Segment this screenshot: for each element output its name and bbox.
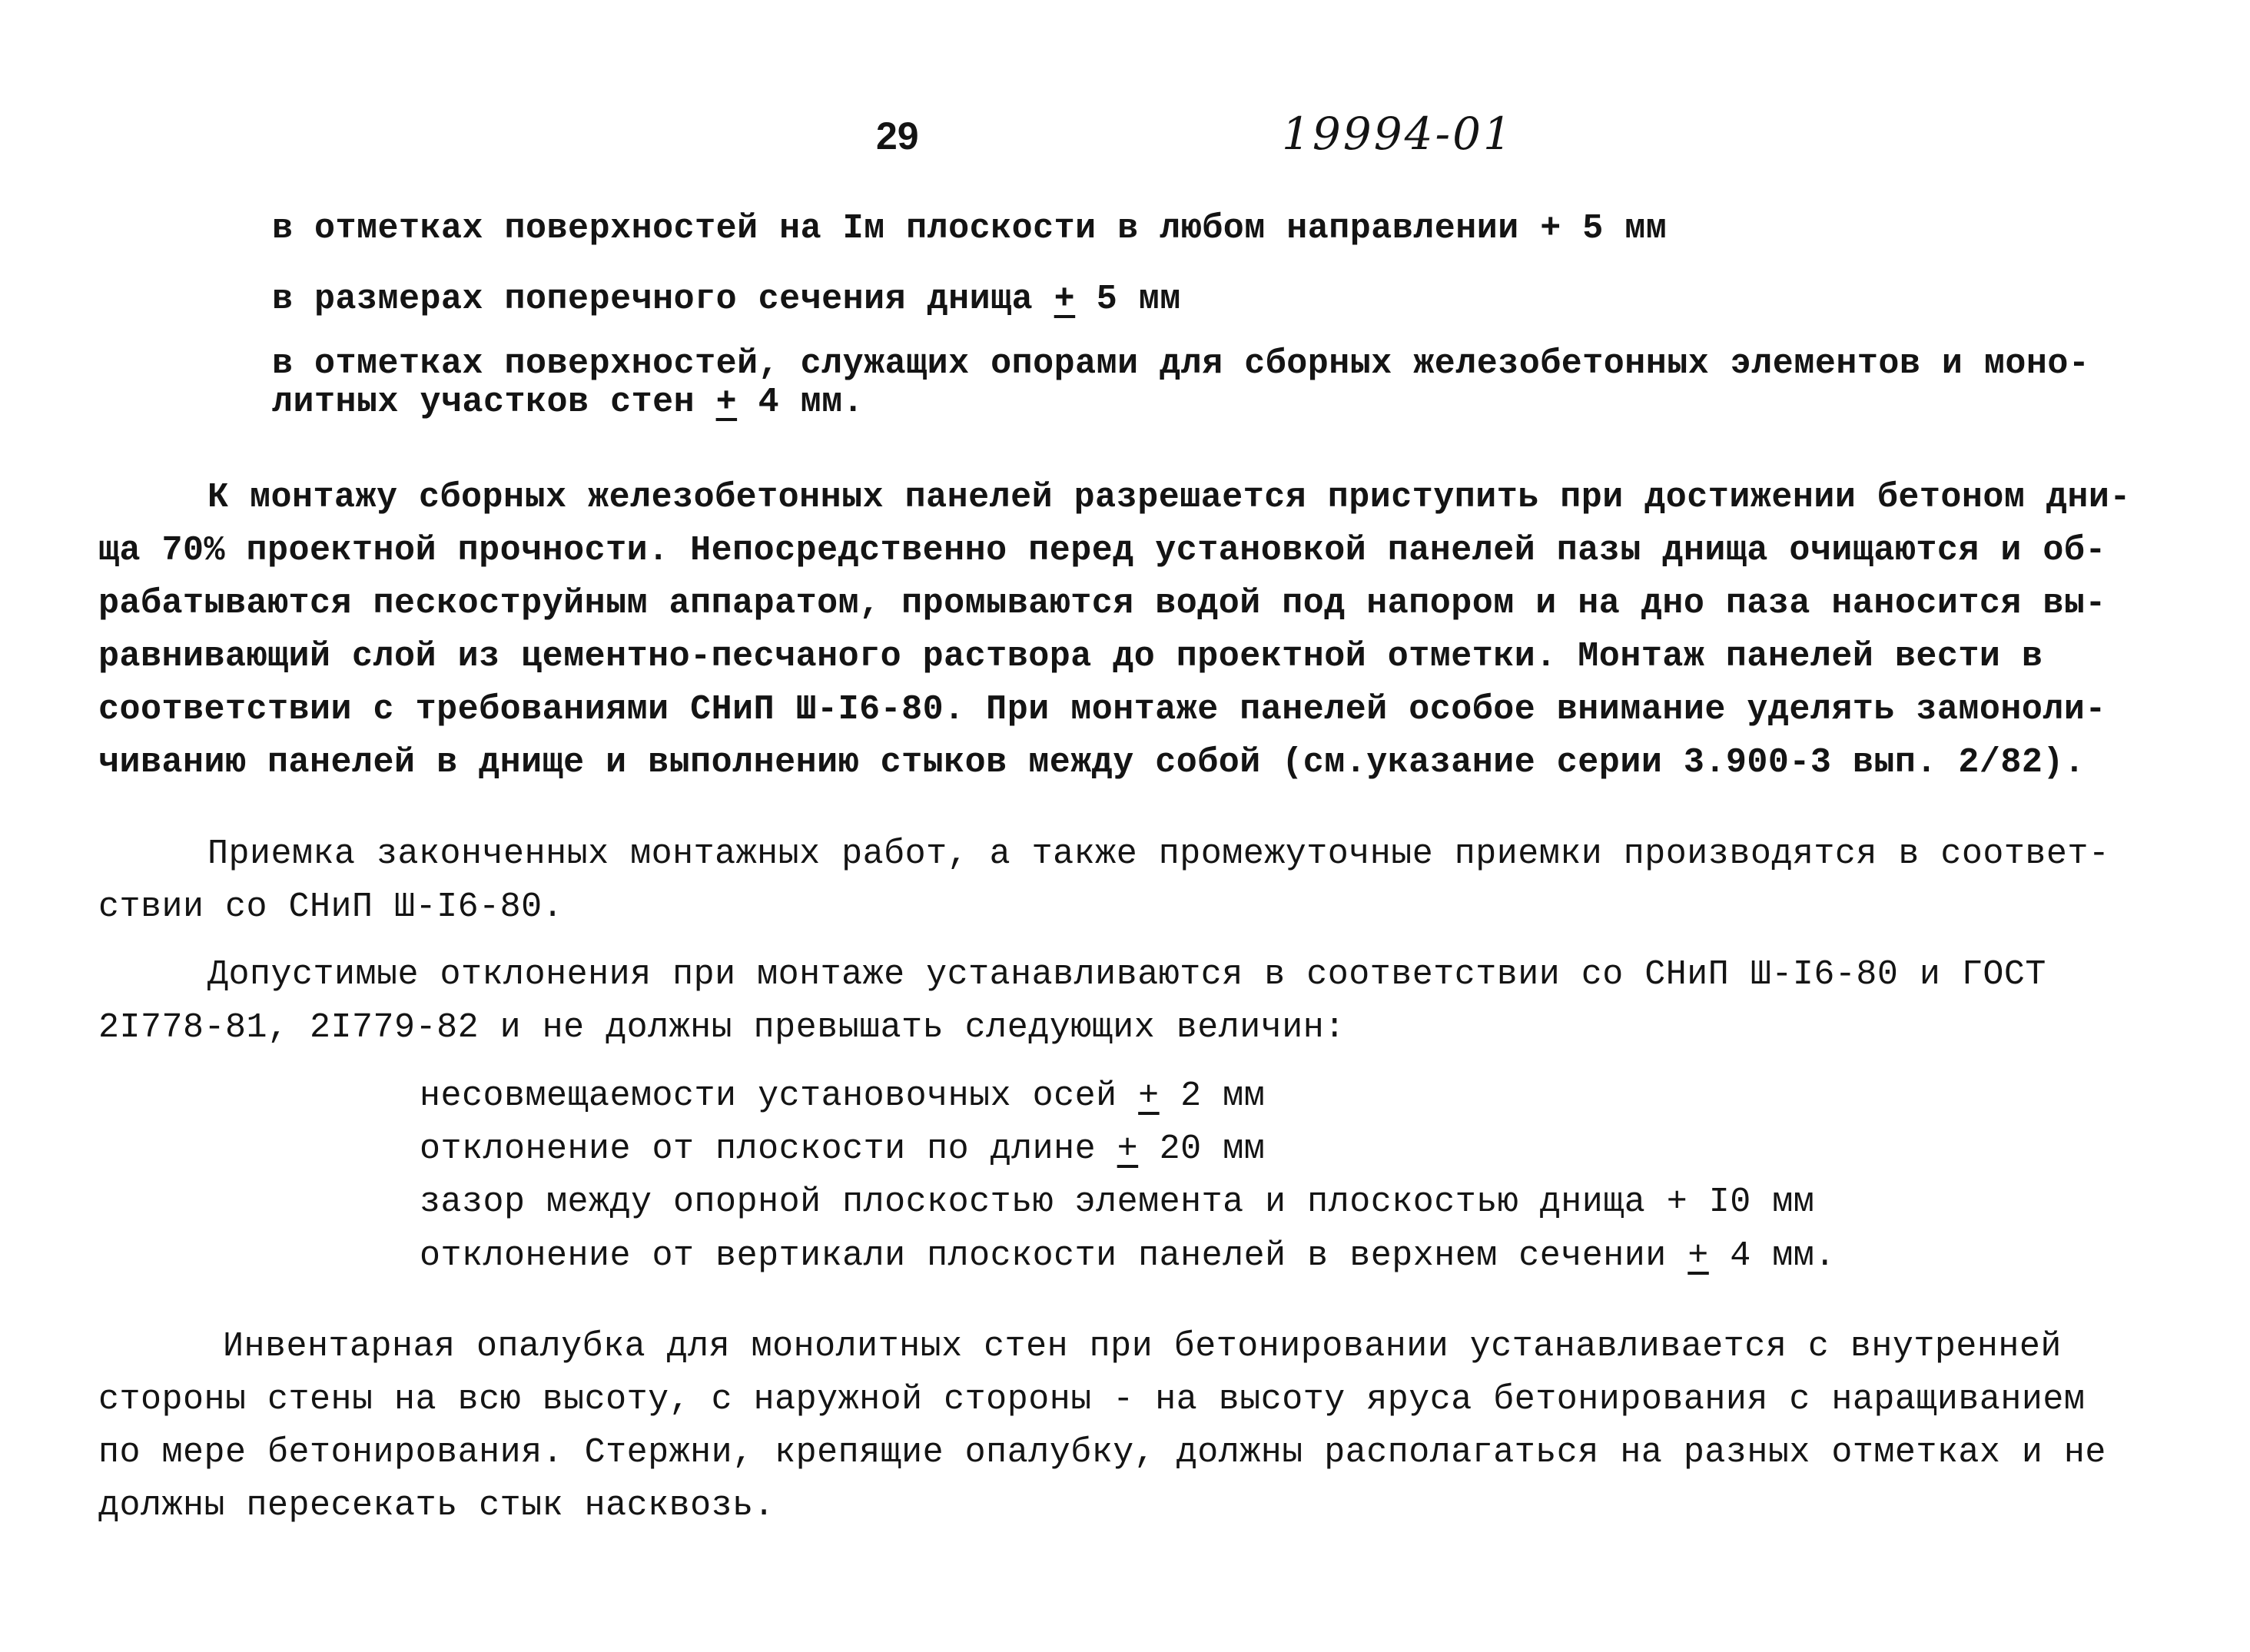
plus-minus-sign: + xyxy=(715,383,738,422)
para-formwork-line-3: по мере бетонирования. Стержни, крепящие опалубку, должны располагаться на разных отметках и не xyxy=(98,1433,2106,1472)
deviation-vertical-text: отклонение от вертикали плоскости панелей в верхнем сечении xyxy=(420,1236,1688,1275)
deviation-plane-length xyxy=(420,1123,1265,1176)
tolerance-support-text: литных участков стен xyxy=(272,383,716,422)
para-formwork-line-1: Инвентарная опалубка для монолитных стен при бетонировании устанавливается с внутренней xyxy=(223,1327,2062,1366)
para-mounting-line-3: рабатываются пескоструйным аппаратом, промываются водой под напором и на дно паза наносится вы- xyxy=(98,584,2106,623)
plus-minus-sign: + xyxy=(1054,280,1076,319)
para-deviations-line-2: 2I778-81, 2I779-82 и не должны превышать следующих величин: xyxy=(98,1008,1346,1047)
para-mounting-line-5: соответствии с требованиями СНиП Ш-I6-80. При монтаже панелей особое внимание уделять замоноли- xyxy=(98,690,2106,729)
para-acceptance-line-2: ствии со СНиП Ш-I6-80. xyxy=(98,887,564,927)
para-mounting-line-1: К монтажу сборных железобетонных панелей разрешается приступить при достижении бетоном дни- xyxy=(207,478,2131,517)
deviation-axes xyxy=(420,1070,1265,1123)
para-formwork-line-2: стороны стены на всю высоту, с наружной стороны - на высоту яруса бетонирования с наращиванием xyxy=(98,1380,2086,1419)
deviation-gap-text: зазор между опорной плоскостью элемента и плоскостью днища + I0 мм xyxy=(420,1183,1815,1222)
deviation-plane-value: 20 мм xyxy=(1138,1130,1266,1169)
para-mounting-line-2: ща 70% проектной прочности. Непосредственно перед установкой панелей пазы днища очищаются и об- xyxy=(98,531,2106,570)
deviation-gap xyxy=(420,1176,1814,1229)
tolerance-support-value: 4 мм. xyxy=(737,383,864,422)
deviation-axes-value: 2 мм xyxy=(1159,1076,1266,1116)
deviation-axes-text: несовмещаемости установочных осей xyxy=(420,1076,1139,1116)
para-mounting-line-4: равнивающий слой из цементно-песчаного раствора до проектной отметки. Монтаж панелей вести в xyxy=(98,637,2043,676)
deviation-vertical-value: 4 мм. xyxy=(1708,1236,1836,1275)
tolerance-support-surfaces-cont xyxy=(272,384,864,421)
para-formwork-line-4: должны пересекать стык насквозь. xyxy=(98,1486,775,1525)
page-number: 29 xyxy=(876,114,919,158)
para-acceptance-line-1: Приемка законченных монтажных работ, а также промежуточные приемки производятся в соответ- xyxy=(207,834,2110,874)
document-code: 19994-01 xyxy=(1282,108,1514,160)
para-deviations-line-1: Допустимые отклонения при монтаже устанавливаются в соответствии со СНиП Ш-I6-80 и ГОСТ xyxy=(207,955,2046,994)
tolerance-cross-section-value: 5 мм xyxy=(1075,280,1181,319)
tolerance-support-surfaces: в отметках поверхностей, служащих опорами для сборных железобетонных элементов и моно- xyxy=(272,344,2090,383)
tolerance-cross-section xyxy=(272,273,1181,326)
plus-minus-sign: + xyxy=(1688,1236,1709,1275)
deviation-plane-text: отклонение от плоскости по длине xyxy=(420,1130,1117,1169)
deviation-vertical xyxy=(420,1229,1836,1282)
tolerance-surface-marks: в отметках поверхностей на Iм плоскости в любом направлении + 5 мм xyxy=(272,209,1668,248)
tolerance-cross-section-text: в размерах поперечного сечения днища xyxy=(272,280,1054,319)
plus-minus-sign: + xyxy=(1138,1076,1160,1116)
para-mounting-line-6: чиванию панелей в днище и выполнению стыков между собой (см.указание серии 3.900-3 вып. 2/82). xyxy=(98,743,2086,782)
plus-minus-sign: + xyxy=(1117,1130,1139,1169)
